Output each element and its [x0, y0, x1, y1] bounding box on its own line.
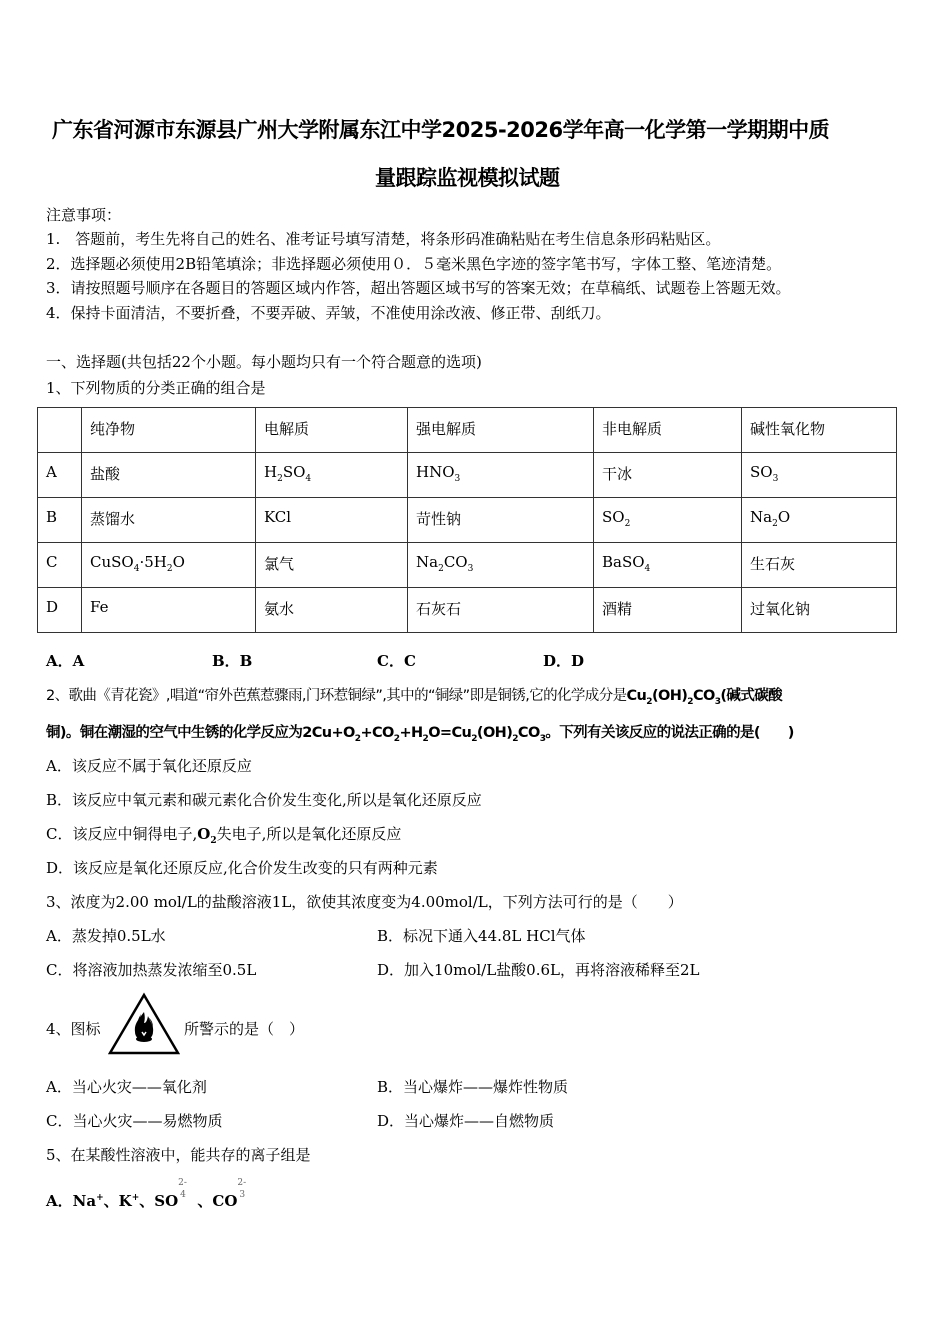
table-cell: 盐酸	[82, 453, 256, 498]
ion-subscript: 3	[239, 1190, 246, 1200]
note-item-4: 4．保持卡面清洁，不要折叠，不要弄破、弄皱，不准使用涂改液、修正带、刮纸刀。	[46, 304, 611, 322]
exam-title-line1: 广东省河源市东源县广州大学附属东江中学2025-2026学年高一化学第一学期期中质	[52, 118, 830, 142]
q2-stem-line1: 2、歌曲《青花瓷》,唱道“帘外芭蕉惹骤雨,门环惹铜绿”,其中的“铜绿”即是铜锈,它的化学成分是$Cu_2(OH)_2CO_3$(碱式碳酸	[46, 688, 783, 707]
q4-option-b[interactable]: B．当心爆炸——爆炸性物质	[377, 1078, 569, 1096]
table-cell: 生石灰	[742, 543, 897, 588]
table-cell: $CuSO_4\cdot 5H_2O$	[82, 543, 256, 588]
q2-option-c[interactable]: C．该反应中铜得电子$,O_2$失电子,所以是氧化还原反应	[46, 825, 402, 846]
q4-option-a[interactable]: A．当心火灾——氧化剂	[46, 1078, 207, 1096]
option-label: A．	[46, 1192, 73, 1210]
q1-option-b[interactable]: B．B	[212, 652, 253, 670]
table-row	[38, 498, 897, 543]
ion-carbonate: CO	[212, 1192, 238, 1210]
ion-sodium: Na	[72, 1192, 97, 1210]
table-cell: 干冰	[594, 453, 742, 498]
table-cell: $Na_2O$	[742, 498, 897, 543]
flammable-warning-icon	[108, 992, 180, 1056]
q2-option-d[interactable]: D．该反应是氧化还原反应,化合价发生改变的只有两种元素	[46, 859, 438, 877]
ion-potassium: K	[118, 1192, 132, 1210]
q5-option-a[interactable]	[46, 1178, 251, 1211]
q1-stem: 1、下列物质的分类正确的组合是	[46, 379, 266, 397]
q3-option-c[interactable]: C．将溶液加热蒸发浓缩至0.5L	[46, 961, 257, 979]
table-cell: 过氧化钠	[742, 588, 897, 633]
q1-option-d[interactable]: D．D	[543, 652, 585, 670]
table-header-cell: 碱性氧化物	[742, 408, 897, 453]
table-header-cell: 非电解质	[594, 408, 742, 453]
table-row	[38, 543, 897, 588]
ion-charge: 2-	[178, 1178, 187, 1188]
q3-option-d[interactable]: D．加入10mol/L盐酸0.6L，再将溶液稀释至2L	[377, 961, 700, 979]
table-cell: C	[38, 543, 82, 588]
q2-option-a[interactable]: A．该反应不属于氧化还原反应	[46, 757, 252, 775]
table-header-cell: 纯净物	[82, 408, 256, 453]
separator: 、	[103, 1192, 119, 1210]
separator: 、	[197, 1192, 213, 1210]
ion-charge: 2-	[237, 1178, 247, 1188]
table-cell: $Na_2CO_3$	[408, 543, 594, 588]
table-cell: A	[38, 453, 82, 498]
ion-charge: +	[131, 1193, 140, 1203]
section-heading: 一、选择题(共包括22个小题。每小题均只有一个符合题意的选项)	[46, 353, 482, 371]
table-cell: 氨水	[256, 588, 408, 633]
table-cell: $SO_3$	[742, 453, 897, 498]
table-cell: KCl	[256, 498, 408, 543]
table-row	[38, 453, 897, 498]
exam-title-line2: 量跟踪监视模拟试题	[375, 166, 560, 190]
q4-stem-before: 4、图标	[46, 1020, 101, 1038]
table-cell: $SO_2$	[594, 498, 742, 543]
table-cell: D	[38, 588, 82, 633]
ion-sulfate: SO	[154, 1192, 179, 1210]
q1-option-c[interactable]: C．C	[377, 652, 416, 670]
q4-stem-after: 所警示的是（ ）	[184, 1020, 305, 1038]
q2-stem-line2: 铜)。铜在潮湿的空气中生锈的化学反应为$2Cu+O_2+CO_2+H_2O=Cu_2(OH)_2CO_3$。下列有关该反应的说法正确的是( )	[46, 725, 794, 744]
table-cell: 蒸馏水	[82, 498, 256, 543]
table-cell: $H_2SO_4$	[256, 453, 408, 498]
table-cell: 苛性钠	[408, 498, 594, 543]
q3-option-b[interactable]: B．标况下通入44.8L HCl气体	[377, 927, 586, 945]
table-cell: B	[38, 498, 82, 543]
table-row	[38, 588, 897, 633]
note-item-2: 2．选择题必须使用2B铅笔填涂；非选择题必须使用０．５毫米黑色字迹的签字笔书写，字体工整、笔迹清楚。	[46, 255, 782, 273]
table-header-row	[38, 408, 897, 453]
table-cell: 石灰石	[408, 588, 594, 633]
table-header-cell	[38, 408, 82, 453]
q4-option-d[interactable]: D．当心爆炸——自燃物质	[377, 1112, 555, 1130]
table-cell: 酒精	[594, 588, 742, 633]
q3-stem: 3、浓度为2.00 mol/L的盐酸溶液1L，欲使其浓度变为4.00mol/L，下列方法可行的是（ ）	[46, 893, 683, 911]
notes-heading: 注意事项：	[46, 206, 122, 224]
separator: 、	[139, 1192, 155, 1210]
table-header-cell: 电解质	[256, 408, 408, 453]
q2-option-b[interactable]: B．该反应中氧元素和碳元素化合价发生变化,所以是氧化还原反应	[46, 791, 482, 809]
q4-option-c[interactable]: C．当心火灾——易燃物质	[46, 1112, 223, 1130]
ion-charge: +	[96, 1193, 104, 1203]
note-item-1: 1. 答题前，考生先将自己的姓名、准考证号填写清楚，将条形码准确粘贴在考生信息条形码粘贴区。	[46, 230, 721, 248]
table-cell: Fe	[82, 588, 256, 633]
table-cell: 氯气	[256, 543, 408, 588]
table-cell: $HNO_3$	[408, 453, 594, 498]
table-cell: BaSO$_4$	[594, 543, 742, 588]
table-header-cell: 强电解质	[408, 408, 594, 453]
classification-table	[37, 407, 897, 633]
ion-subscript: 4	[180, 1190, 186, 1200]
q1-option-a[interactable]: A．A	[46, 652, 85, 670]
q3-option-a[interactable]: A．蒸发掉0.5L水	[46, 927, 166, 945]
note-item-3: 3．请按照题号顺序在各题目的答题区域内作答，超出答题区域书写的答案无效；在草稿纸、试题卷上答题无效。	[46, 279, 791, 297]
q5-stem: 5、在某酸性溶液中，能共存的离子组是	[46, 1146, 311, 1164]
